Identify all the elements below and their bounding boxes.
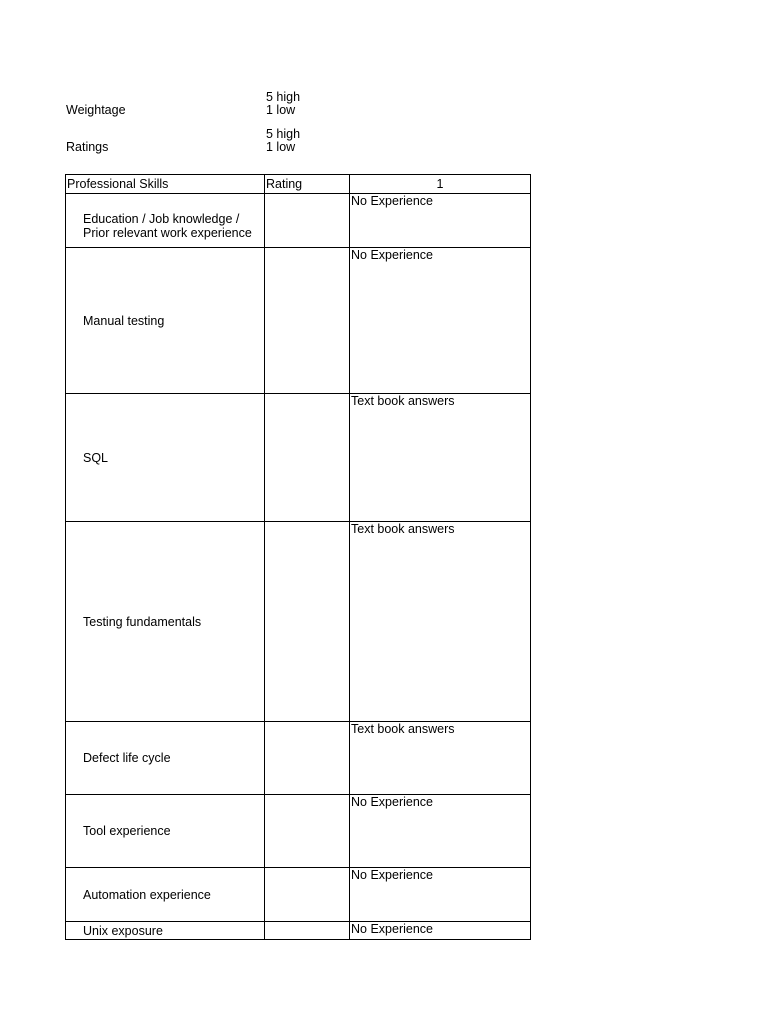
level-description: Text book answers: [350, 722, 531, 795]
rating-cell[interactable]: [265, 394, 350, 522]
header-level-1: 1: [350, 175, 531, 194]
level-description: Text book answers: [350, 522, 531, 722]
rating-cell[interactable]: [265, 722, 350, 795]
table-row: [66, 248, 531, 394]
rating-cell[interactable]: [265, 522, 350, 722]
table-header-row: [66, 175, 531, 194]
ratings-scale-high: 5 high: [266, 127, 301, 141]
table-row: [66, 194, 531, 248]
level-description: No Experience: [350, 795, 531, 868]
rating-cell[interactable]: [265, 868, 350, 922]
skill-testing-fundamentals: Testing fundamentals: [66, 522, 265, 722]
weightage-label: Weightage: [66, 103, 126, 117]
skill-unix-exposure: Unix exposure: [66, 922, 265, 940]
table-row: [66, 922, 531, 940]
table-row: [66, 722, 531, 795]
ratings-scale-low: 1 low: [266, 140, 296, 154]
rating-cell[interactable]: [265, 795, 350, 868]
skill-education: Education / Job knowledge / Prior relevant work experience: [66, 194, 265, 248]
table-row: [66, 522, 531, 722]
rating-cell[interactable]: [265, 248, 350, 394]
skills-matrix-table: [65, 174, 531, 940]
ratings-label: Ratings: [66, 140, 109, 154]
level-description: No Experience: [350, 248, 531, 394]
skill-defect-life-cycle: Defect life cycle: [66, 722, 265, 795]
level-description: No Experience: [350, 922, 531, 940]
table-row: [66, 795, 531, 868]
skill-sql: SQL: [66, 394, 265, 522]
skill-tool-experience: Tool experience: [66, 795, 265, 868]
table-row: [66, 394, 531, 522]
weightage-scale-high: 5 high: [266, 90, 301, 104]
table-row: [66, 868, 531, 922]
rating-cell[interactable]: [265, 194, 350, 248]
skill-manual-testing: Manual testing: [66, 248, 265, 394]
level-description: No Experience: [350, 868, 531, 922]
header-professional-skills: Professional Skills: [66, 175, 265, 194]
level-description: Text book answers: [350, 394, 531, 522]
weightage-scale-low: 1 low: [266, 103, 296, 117]
rating-cell[interactable]: [265, 922, 350, 940]
level-description: No Experience: [350, 194, 531, 248]
skill-automation-experience: Automation experience: [66, 868, 265, 922]
header-rating: Rating: [265, 175, 350, 194]
